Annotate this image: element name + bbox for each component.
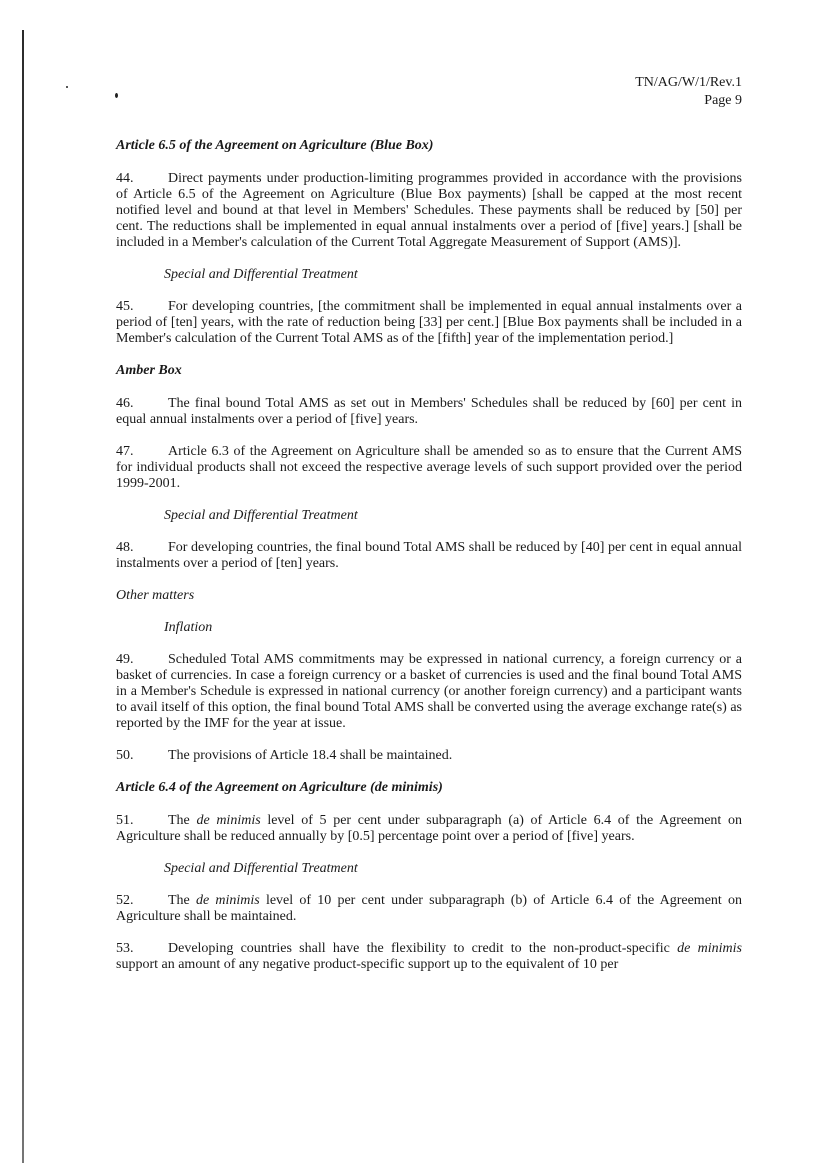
- paragraph-number: 46.: [116, 396, 134, 411]
- scan-speck: [115, 93, 118, 98]
- paragraph-text: Direct payments under production-limiting programmes provided in accordance with the provisions of Article 6.5 of the Agreement on Agriculture (Blue Box payments) [shall be capped at the most recent notified level and bound at that level in Members' Schedules. These payments shall be reduced by [50] per cent. The reductions shall be implemented in equal annual instalments over a period of [five] years.] [shall be included in a Member's calculation of the Current Total Aggregate Measurement of Support (AMS)].: [116, 171, 742, 250]
- scan-edge-line: [22, 30, 24, 1163]
- paragraph-number: 51.: [116, 813, 134, 828]
- paragraph-number: 52.: [116, 893, 134, 908]
- paragraph-number: 44.: [116, 171, 134, 186]
- paragraph-text: level of 5 per cent under subparagraph (a) of Article 6.4 of the Agreement on Agriculture shall be reduced annually by [0.5] percentage point over a period of [five] years.: [116, 813, 742, 844]
- document-reference-block: [635, 74, 742, 110]
- paragraph-text: support an amount of any negative product-specific support up to the equivalent of 10 per: [116, 957, 619, 972]
- paragraph-52: [116, 893, 742, 925]
- paragraph-text: The final bound Total AMS as set out in Members' Schedules shall be reduced by [60] per cent in equal annual instalments over a period of [five] years.: [116, 396, 742, 427]
- section-heading-de-minimis: Article 6.4 of the Agreement on Agriculture (de minimis): [116, 780, 443, 795]
- paragraph-45: [116, 299, 742, 347]
- paragraph-lead: Developing countries shall have the flexibility to credit to the non-product-specific: [168, 941, 678, 956]
- term-de-minimis: de minimis: [196, 813, 261, 828]
- paragraph-number: 45.: [116, 299, 134, 314]
- paragraph-50: [116, 748, 742, 764]
- paragraph-number: 47.: [116, 444, 134, 459]
- term-de-minimis: de minimis: [195, 893, 260, 908]
- paragraph-number: 50.: [116, 748, 134, 763]
- subheading-sdt-amber-box: Special and Differential Treatment: [164, 508, 358, 523]
- section-heading-amber-box: Amber Box: [116, 363, 182, 378]
- paragraph-text: For developing countries, [the commitment shall be implemented in equal annual instalments over a period of [ten] years, with the rate of reduction being [33] per cent.] [Blue Box payments shall be included in a Member's calculation of the Current Total AMS as of the [fifth] year of the implementation period.]: [116, 299, 742, 346]
- term-de-minimis: de minimis: [677, 941, 742, 956]
- paragraph-49: [116, 652, 742, 732]
- subheading-sdt-de-minimis: Special and Differential Treatment: [164, 861, 358, 876]
- paragraph-text: Article 6.3 of the Agreement on Agriculture shall be amended so as to ensure that the Current AMS for individual products shall not exceed the respective average levels of such support provided over the period 1999-2001.: [116, 444, 742, 491]
- paragraph-48: [116, 540, 742, 572]
- paragraph-text: Scheduled Total AMS commitments may be expressed in national currency, a foreign currency or a basket of currencies. In case a foreign currency or a basket of currencies is used and the final bound Total AMS in a Member's Schedule is expressed in national currency (or another foreign currency) and a participant wants to avail itself of this option, the final bound Total AMS shall be converted using the average exchange rate(s) as reported by the IMF for the year at issue.: [116, 652, 742, 731]
- paragraph-47: [116, 444, 742, 492]
- paragraph-53: [116, 941, 742, 973]
- paragraph-46: [116, 396, 742, 428]
- document-body: [116, 138, 742, 989]
- document-symbol: TN/AG/W/1/Rev.1: [635, 75, 742, 90]
- paragraph-text: The provisions of Article 18.4 shall be maintained.: [168, 748, 453, 763]
- page-number: Page 9: [704, 93, 742, 108]
- subheading-sdt-blue-box: Special and Differential Treatment: [164, 267, 358, 282]
- paragraph-text: level of 10 per cent under subparagraph (b) of Article 6.4 of the Agreement on Agriculture shall be maintained.: [116, 893, 743, 924]
- paragraph-number: 48.: [116, 540, 134, 555]
- subheading-inflation: Inflation: [164, 620, 213, 635]
- section-heading-blue-box: Article 6.5 of the Agreement on Agriculture (Blue Box): [116, 138, 434, 153]
- section-heading-other-matters: Other matters: [116, 588, 195, 603]
- paragraph-44: [116, 171, 742, 251]
- paragraph-lead: The: [168, 813, 197, 828]
- paragraph-51: [116, 813, 742, 845]
- paragraph-number: 49.: [116, 652, 134, 667]
- paragraph-number: 53.: [116, 941, 134, 956]
- scan-speck: [66, 86, 68, 88]
- paragraph-text: For developing countries, the final bound Total AMS shall be reduced by [40] per cent in equal annual instalments over a period of [ten] years.: [116, 540, 742, 571]
- paragraph-lead: The: [168, 893, 196, 908]
